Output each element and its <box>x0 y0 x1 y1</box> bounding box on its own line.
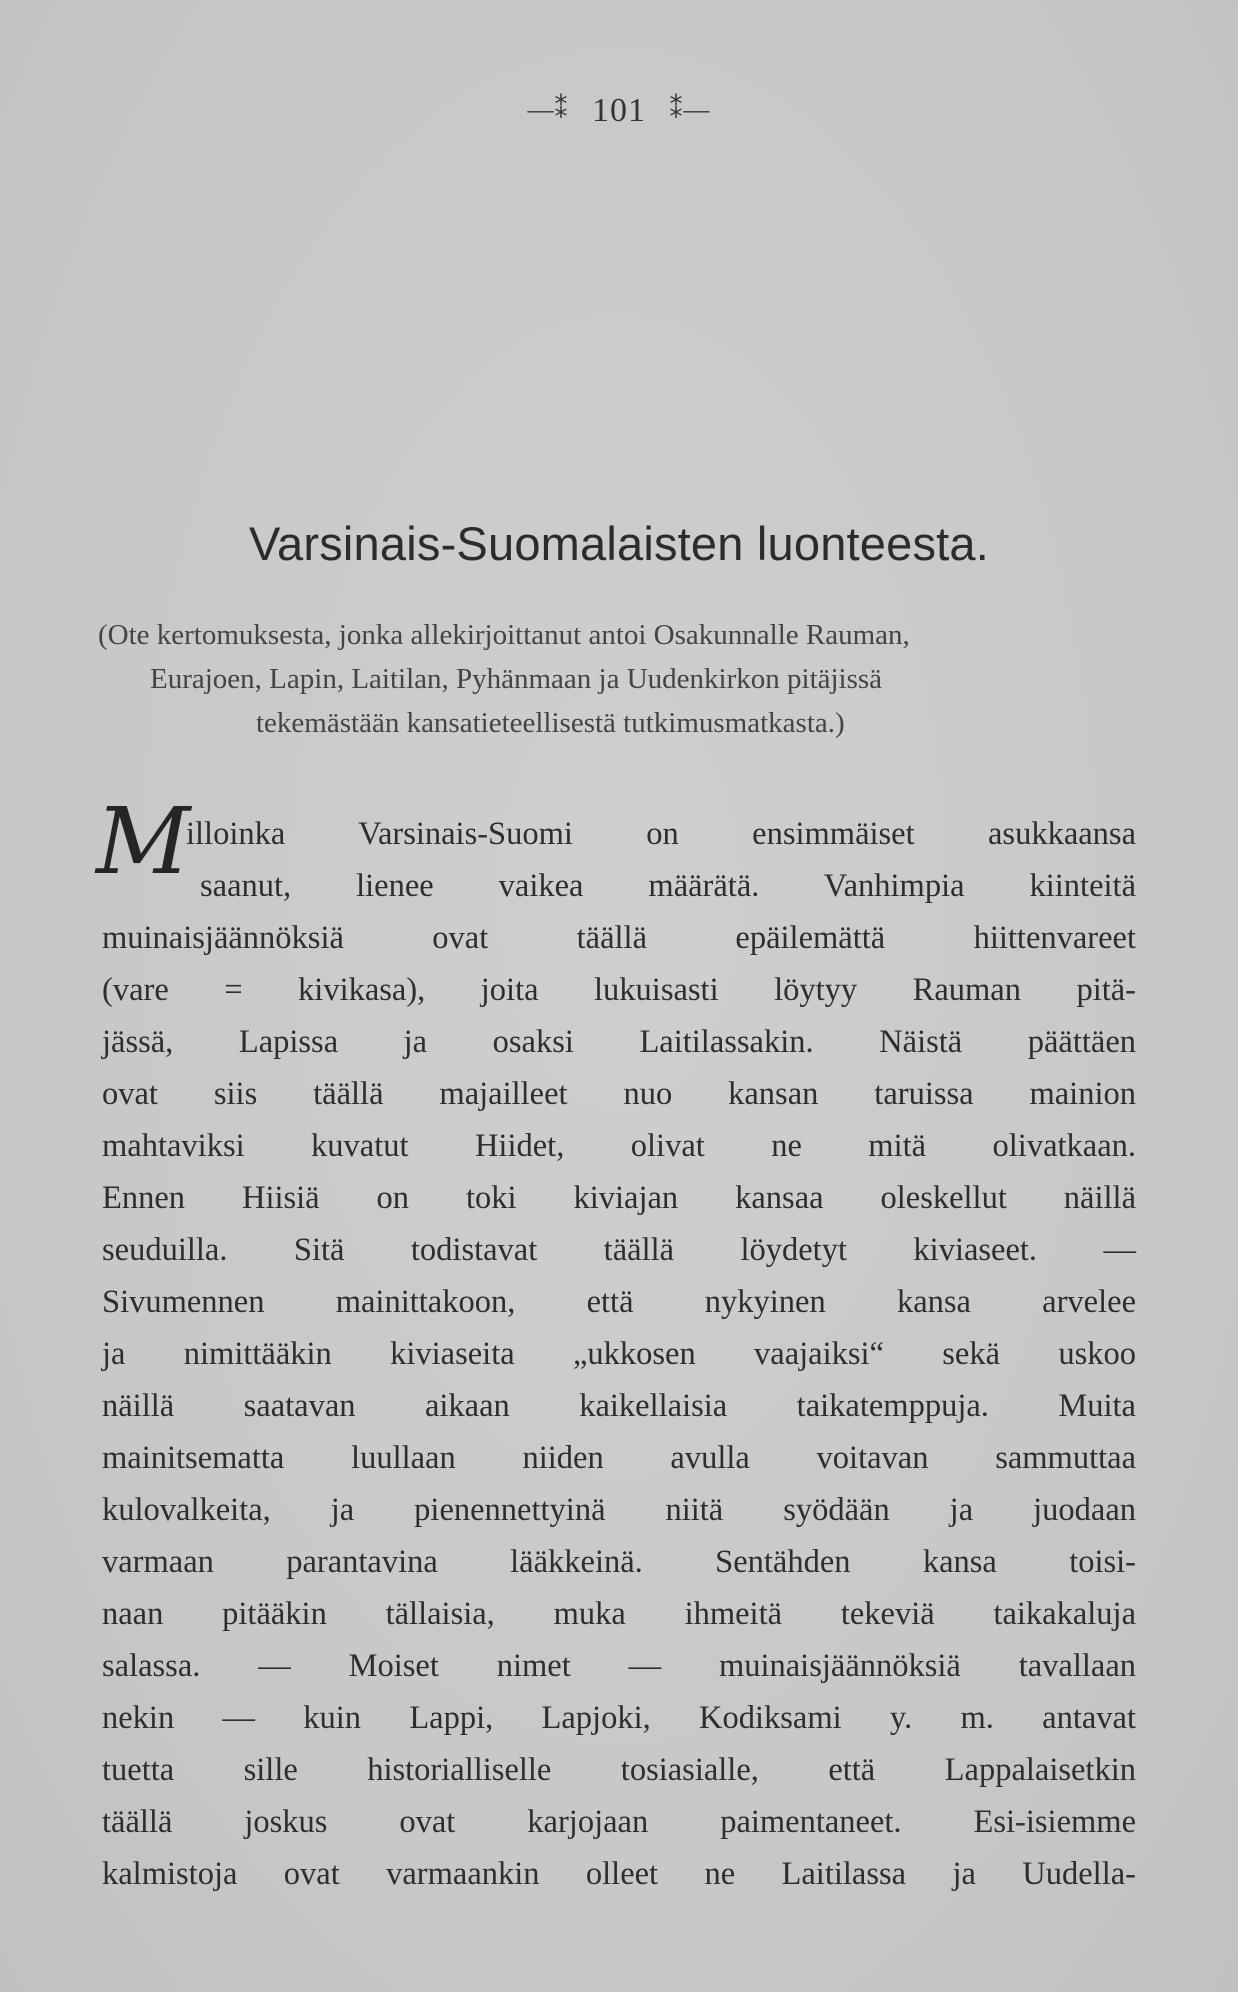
text-line: saanut, lienee vaikea määrätä. Vanhimpia kiinteitä <box>200 868 1136 904</box>
text-line: nekin — kuin Lappi, Lapjoki, Kodiksami y. m. antavat <box>102 1700 1136 1736</box>
article-title: Varsinais-Suomalaisten luonteesta. <box>248 517 990 570</box>
text-line: varmaan parantavina lääkkeinä. Sentähden kansa toisi- <box>102 1544 1136 1580</box>
subtitle-line: Eurajoen, Lapin, Laitilan, Pyhänmaan ja Uudenkirkon pitäjissä <box>150 663 883 695</box>
text-line: muinaisjäännöksiä ovat täällä epäilemättä hiittenvareet <box>102 920 1136 956</box>
paragraph-first-line: illoinka Varsinais-Suomi on ensimmäiset asukkaansa <box>186 816 1136 852</box>
subtitle-line: tekemästään kansatieteellisestä tutkimusmatkasta.) <box>256 707 845 739</box>
text-line: täällä joskus ovat karjojaan paimentaneet. Esi-isiemme <box>102 1804 1136 1840</box>
text-line: (vare = kivikasa), joita lukuisasti löytyy Rauman pitä- <box>102 972 1136 1008</box>
text-line: kalmistoja ovat varmaankin olleet ne Laitilassa ja Uudella- <box>102 1856 1136 1892</box>
drop-cap: M <box>96 788 191 895</box>
text-line: tuetta sille historialliselle tosiasialle, että Lappalaisetkin <box>102 1752 1136 1788</box>
text-line: jässä, Lapissa ja osaksi Laitilassakin. Näistä päättäen <box>102 1024 1136 1060</box>
text-line: ovat siis täällä majailleet nuo kansan taruissa mainion <box>102 1076 1136 1112</box>
text-line: salassa. — Moiset nimet — muinaisjäännöksiä tavallaan <box>102 1648 1136 1684</box>
text-line: ja nimittääkin kiviaseita „ukkosen vaajaiksi“ sekä uskoo <box>102 1336 1136 1372</box>
paragraph-body <box>102 860 1136 1900</box>
text-line: Ennen Hiisiä on toki kiviajan kansaa oleskellut näillä <box>102 1180 1136 1216</box>
header-ornament-left: —⁑ <box>527 95 569 124</box>
header-ornament-right: ⁑— <box>669 95 711 124</box>
text-line: kulovalkeita, ja pienennettyinä niitä syödään ja juodaan <box>102 1492 1136 1528</box>
text-line: Sivumennen mainittakoon, että nykyinen kansa arvelee <box>102 1284 1136 1320</box>
text-line: mainitsematta luullaan niiden avulla voitavan sammuttaa <box>102 1440 1136 1476</box>
subtitle-line: (Ote kertomuksesta, jonka allekirjoittanut antoi Osakunnalle Rauman, <box>98 619 910 651</box>
text-line: naan pitääkin tällaisia, muka ihmeitä tekeviä taikakaluja <box>102 1596 1136 1632</box>
page-number: 101 <box>592 92 646 129</box>
text-line: mahtaviksi kuvatut Hiidet, olivat ne mitä olivatkaan. <box>102 1128 1136 1164</box>
text-line: seuduilla. Sitä todistavat täällä löydetyt kiviaseet. — <box>102 1232 1136 1268</box>
page-header <box>0 92 1238 130</box>
text-line: näillä saatavan aikaan kaikellaisia taikatemppuja. Muita <box>102 1388 1136 1424</box>
